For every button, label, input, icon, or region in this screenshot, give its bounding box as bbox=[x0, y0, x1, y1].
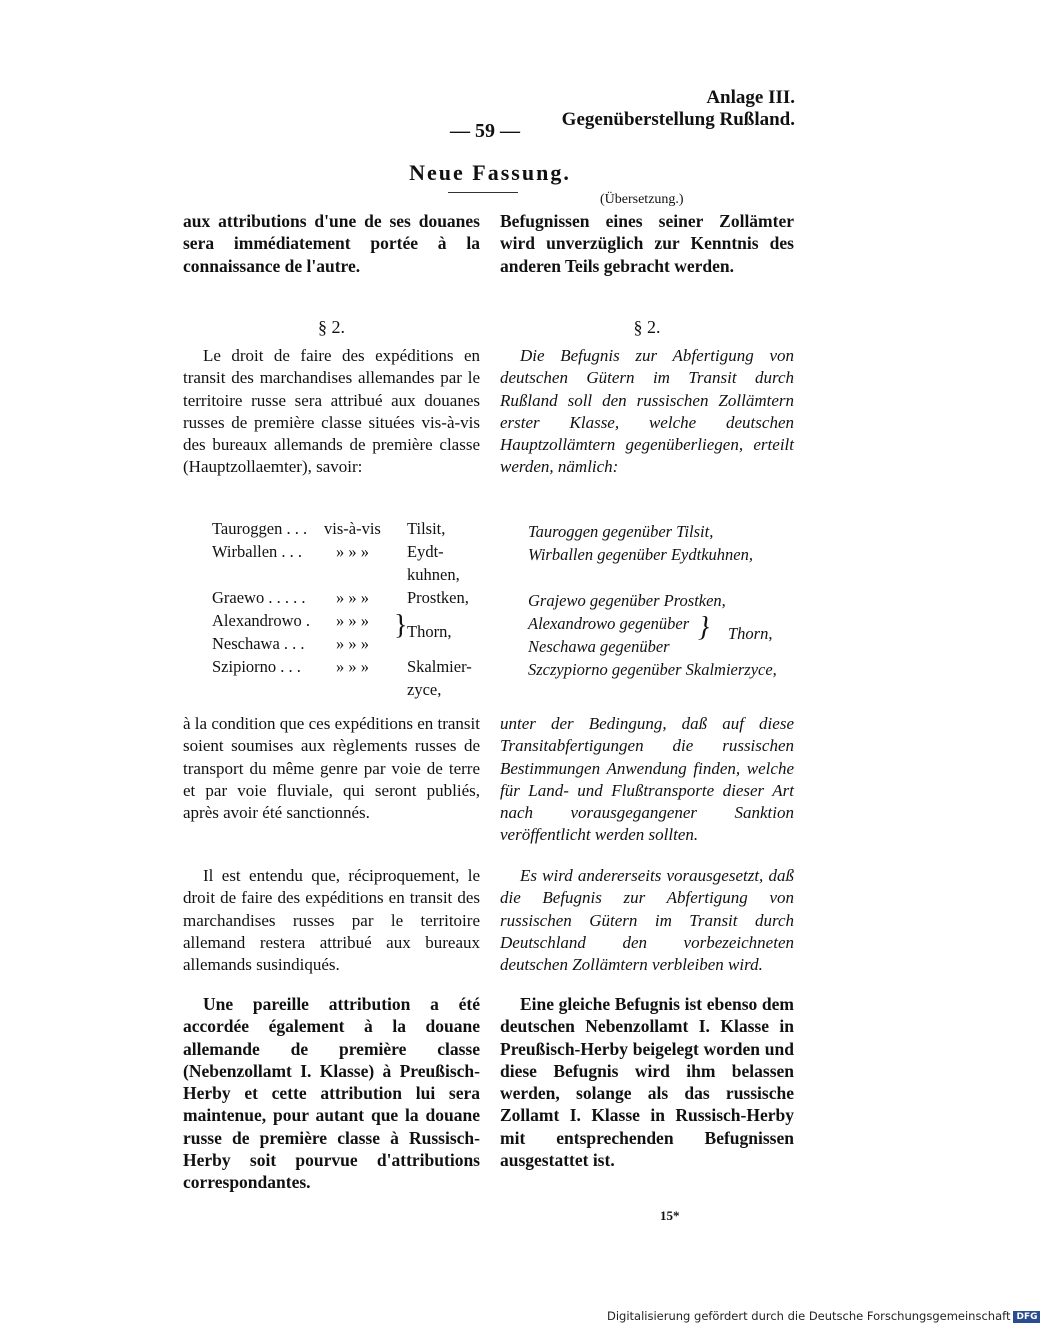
right-intro: Befugnissen eines seiner Zollämter wird unverzüglich zur Kenntnis des anderen Teils gebracht werden. bbox=[500, 211, 794, 276]
left-para-4: Une pareille attribution a été accordée également à la douane allemande de première classe (Nebenzollamt I. Klasse) à Preußisch-Herby et cette attribution lui sera maintenue, pour autant que la douane russe de première classe à Russisch-Herby soit pourvue d'attributions correspondantes. bbox=[183, 994, 480, 1193]
left-para-1: Le droit de faire des expéditions en transit des marchandises allemandes par le territoire russe sera attribué aux douanes russes de première classe situées vis-à-vis des bureaux allemands de première classe (Hauptzollaemter), savoir: bbox=[183, 346, 480, 477]
list-item: Alexandrowo gegenüber bbox=[528, 614, 690, 633]
list-item: Szczypiorno gegenüber Skalmierzyce, bbox=[528, 660, 777, 679]
right-office-list bbox=[528, 520, 794, 681]
page-heading: Neue Fassung. bbox=[409, 160, 571, 185]
heading-rule bbox=[448, 192, 518, 193]
table-row: kuhnen, bbox=[407, 565, 460, 584]
right-para-4: Eine gleiche Befugnis ist ebenso dem deutschen Nebenzollamt I. Klasse in Preußisch-Herby beigelegt worden und diese Befugnis wird ihm belassen werden, solange als das russische Zollamt I. Klasse in Russisch-Herby mit entsprechenden Befugnissen ausgestattet ist. bbox=[500, 994, 794, 1171]
comparison-label: Gegenüberstellung Rußland. bbox=[561, 109, 795, 130]
right-section-heading: § 2. bbox=[633, 317, 661, 337]
table-row: zyce, bbox=[407, 680, 442, 699]
right-para-2: unter der Bedingung, daß auf diese Transitabfertigungen die russischen Bestimmungen Anwendung finden, welche für Land- und Flußtransporte dieser Art nach vorausgegangener Sanktion veröffentlicht werden sollten. bbox=[500, 714, 794, 845]
right-para-3: Es wird andererseits vorausgesetzt, daß die Befugnis zur Abfertigung von russischen Gütern im Transit durch Deutschland den vorbezeichneten deutschen Zollämtern verbleiben wird. bbox=[500, 866, 794, 975]
table-row: Alexandrowo . » » » bbox=[212, 611, 369, 630]
signature-mark: 15* bbox=[660, 1208, 680, 1223]
list-item: Grajewo gegenüber Prostken, bbox=[528, 591, 726, 610]
table-row: Graewo . . . . . » » » Prostken, bbox=[212, 588, 469, 607]
translation-note: (Übersetzung.) bbox=[600, 192, 684, 207]
right-thorn-label: Thorn, bbox=[728, 624, 773, 643]
left-para-3: Il est entendu que, réciproquement, le droit de faire des expéditions en transit des marchandises russes par le territoire allemand restera attribué aux bureaux allemands susindiqués. bbox=[183, 866, 480, 975]
left-section-heading: § 2. bbox=[318, 317, 345, 337]
page-number: — 59 — bbox=[450, 120, 520, 142]
list-item: Tauroggen gegenüber Tilsit, bbox=[528, 522, 714, 541]
table-row: Neschawa . . . » » » bbox=[212, 634, 369, 653]
annex-label: Anlage III. bbox=[706, 87, 795, 108]
table-row: Wirballen . . . » » » Eydt- bbox=[212, 542, 444, 561]
brace-icon: } bbox=[698, 612, 710, 643]
digitization-credit bbox=[607, 1309, 1040, 1323]
left-intro: aux attributions d'une de ses douanes sera immédiatement portée à la connaissance de l'autre. bbox=[183, 211, 480, 276]
right-para-1: Die Befugnis zur Abfertigung von deutschen Gütern im Transit durch Rußland soll den russischen Zollämtern erster Klasse, welche deutschen Hauptzollämtern gegenüberliegen, erteilt werden, nämlich: bbox=[500, 346, 794, 477]
table-row: Tauroggen . . . vis-à-vis Tilsit, bbox=[212, 519, 446, 538]
table-row: Szipiorno . . . » » » Skalmier- bbox=[212, 657, 472, 676]
list-item: Neschawa gegenüber bbox=[528, 637, 670, 656]
dfg-logo: DFG bbox=[1013, 1311, 1040, 1323]
brace-icon: } bbox=[394, 610, 408, 641]
credit-text: Digitalisierung gefördert durch die Deutsche Forschungsgemeinschaft bbox=[607, 1309, 1011, 1323]
left-office-table bbox=[212, 517, 482, 701]
list-item: Wirballen gegenüber Eydtkuhnen, bbox=[528, 545, 753, 564]
left-thorn-label: Thorn, bbox=[407, 622, 452, 641]
left-para-2: à la condition que ces expéditions en transit soient soumises aux règlements russes de transport du même genre par voie de terre et par voie fluviale, qui seront publiés, après avoir été sanctionnés. bbox=[183, 714, 480, 823]
